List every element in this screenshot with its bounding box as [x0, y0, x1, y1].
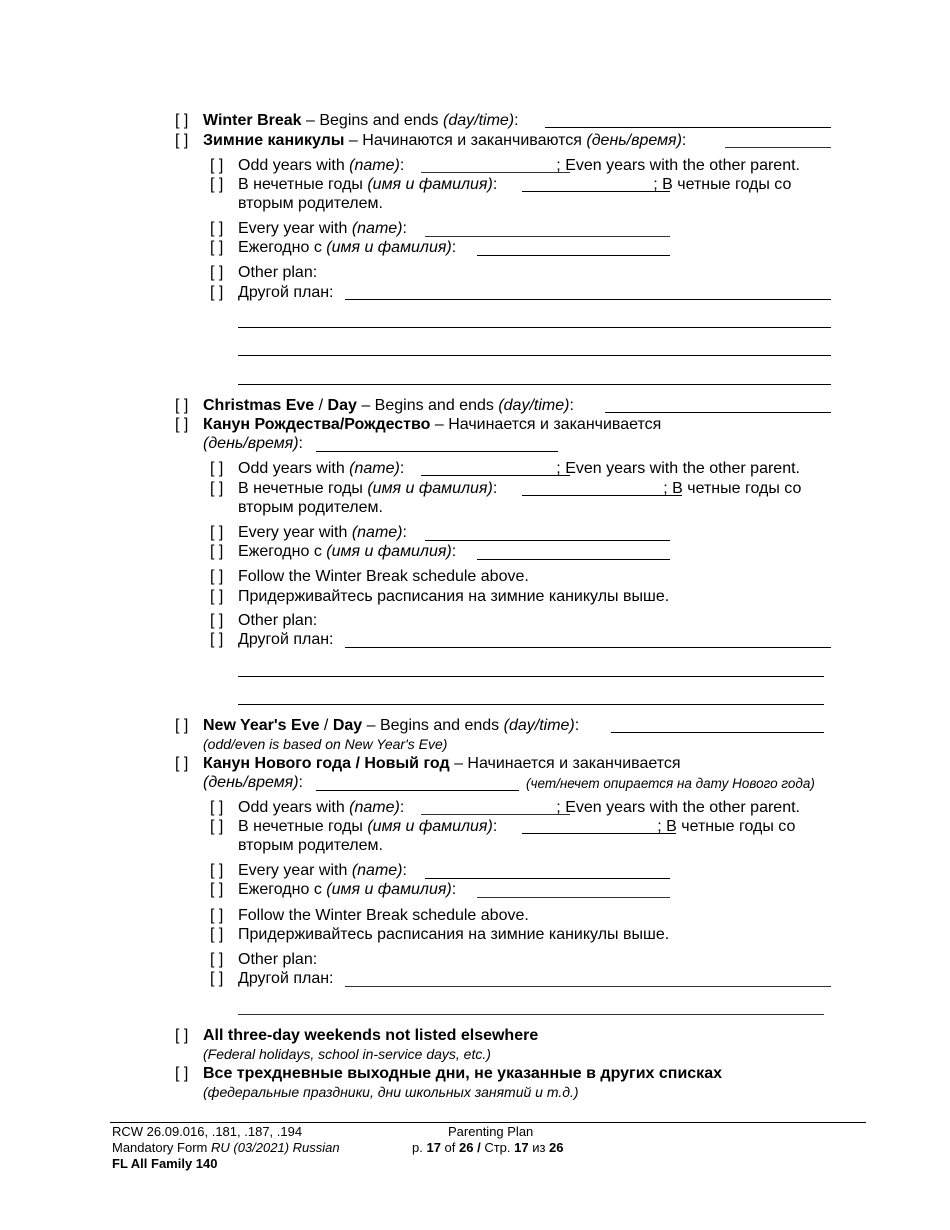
winter-ru-hint: (день/время)	[586, 132, 682, 149]
winter-ru-title: Зимние каникулы	[203, 132, 345, 149]
footer-title: Parenting Plan	[448, 1124, 534, 1139]
winter-odd-en-checkbox[interactable]: [ ]	[210, 157, 224, 174]
weekends-en-title: All three-day weekends not listed elsewhere	[203, 1027, 539, 1044]
newyear-odd-ru-checkbox[interactable]: [ ]	[210, 818, 224, 835]
christmas-odd-ru-cont: вторым родителем.	[238, 499, 383, 516]
christmas-odd-ru-name-field[interactable]	[522, 495, 682, 496]
footer-code: FL All Family 140	[112, 1156, 218, 1171]
christmas-odd-ru-text: В нечетные годы (имя и фамилия): ; В четные годы со	[238, 480, 802, 497]
christmas-every-ru-name-field[interactable]	[477, 559, 670, 560]
footer-page: p. 17 of 26 / Стр. 17 из 26	[412, 1140, 564, 1155]
christmas-ru-checkbox[interactable]: [ ]	[175, 416, 189, 433]
christmas-other-field-3[interactable]	[238, 704, 824, 705]
newyear-en-daytime-field[interactable]	[611, 732, 824, 733]
christmas-every-ru-checkbox[interactable]: [ ]	[210, 543, 224, 560]
winter-odd-ru-cont: вторым родителем.	[238, 195, 383, 212]
newyear-every-en-text: Every year with (name):	[238, 862, 407, 879]
christmas-en-daytime-field[interactable]	[605, 412, 831, 413]
newyear-every-ru-name-field[interactable]	[477, 897, 670, 898]
winter-every-en-checkbox[interactable]: [ ]	[210, 220, 224, 237]
weekends-ru-title: Все трехдневные выходные дни, не указанные в других списках	[203, 1065, 722, 1082]
weekends-en-checkbox[interactable]: [ ]	[175, 1027, 189, 1044]
winter-odd-en-name-field[interactable]	[421, 172, 570, 173]
winter-en-title: Winter Break	[203, 112, 302, 129]
weekends-ru-checkbox[interactable]: [ ]	[175, 1065, 189, 1082]
newyear-odd-en-text: Odd years with (name): ; Even years with the other parent.	[238, 799, 800, 816]
christmas-ru-heading: Канун Рождества/Рождество – Начинается и заканчивается	[203, 416, 662, 433]
christmas-follow-ru-checkbox[interactable]: [ ]	[210, 588, 224, 605]
winter-ru-daytime-field[interactable]	[725, 147, 831, 148]
winter-en-hint: (day/time)	[443, 112, 515, 129]
newyear-en-note: (odd/even is based on New Year's Eve)	[203, 736, 448, 752]
christmas-every-en-name-field[interactable]	[425, 540, 670, 541]
winter-other-field-1[interactable]	[345, 299, 831, 300]
winter-en-rest: – Begins and ends	[301, 112, 443, 129]
winter-other-ru-checkbox[interactable]: [ ]	[210, 284, 224, 301]
newyear-odd-en-checkbox[interactable]: [ ]	[210, 799, 224, 816]
christmas-other-en-text: Other plan:	[238, 612, 318, 629]
winter-ru-rest: – Начинаются и заканчиваются	[344, 132, 587, 149]
newyear-other-ru-text: Другой план:	[238, 970, 334, 987]
christmas-other-ru-checkbox[interactable]: [ ]	[210, 631, 224, 648]
winter-every-ru-checkbox[interactable]: [ ]	[210, 239, 224, 256]
newyear-every-ru-text: Ежегодно с (имя и фамилия):	[238, 881, 457, 898]
newyear-en-heading: New Year's Eve / Day – Begins and ends (day/time):	[203, 717, 580, 734]
winter-other-en-text: Other plan:	[238, 264, 318, 281]
newyear-other-ru-checkbox[interactable]: [ ]	[210, 970, 224, 987]
winter-en-colon: :	[514, 112, 519, 129]
newyear-ru-heading: Канун Нового года / Новый год – Начинается и заканчивается	[203, 755, 681, 772]
winter-every-en-text: Every year with (name):	[238, 220, 407, 237]
newyear-other-field-2[interactable]	[238, 1014, 824, 1015]
christmas-every-en-text: Every year with (name):	[238, 524, 407, 541]
newyear-odd-ru-cont: вторым родителем.	[238, 837, 383, 854]
winter-other-field-2[interactable]	[238, 327, 831, 328]
weekends-ru-note: (федеральные праздники, дни школьных занятий и т.д.)	[203, 1084, 579, 1100]
winter-odd-ru-name-field[interactable]	[522, 191, 670, 192]
winter-en-checkbox[interactable]: [ ]	[175, 112, 189, 129]
footer-rcw: RCW 26.09.016, .181, .187, .194	[112, 1124, 303, 1139]
christmas-other-ru-text: Другой план:	[238, 631, 334, 648]
newyear-follow-en-checkbox[interactable]: [ ]	[210, 907, 224, 924]
christmas-odd-en-name-field[interactable]	[421, 475, 570, 476]
winter-every-ru-text: Ежегодно с (имя и фамилия):	[238, 239, 457, 256]
winter-other-ru-text: Другой план:	[238, 284, 334, 301]
newyear-follow-ru-text: Придерживайтесь расписания на зимние каникулы выше.	[238, 926, 670, 943]
christmas-odd-en-checkbox[interactable]: [ ]	[210, 460, 224, 477]
newyear-ru-checkbox[interactable]: [ ]	[175, 755, 189, 772]
newyear-follow-ru-checkbox[interactable]: [ ]	[210, 926, 224, 943]
weekends-en-note: (Federal holidays, school in-service days, etc.)	[203, 1046, 491, 1062]
winter-en-daytime-field[interactable]	[545, 127, 831, 128]
winter-odd-ru-text: В нечетные годы (имя и фамилия): ; В четные годы со	[238, 176, 792, 193]
christmas-ru-subline: (день/время):	[203, 435, 303, 452]
winter-ru-checkbox[interactable]: [ ]	[175, 132, 189, 149]
newyear-other-field-1[interactable]	[345, 986, 831, 987]
winter-ru-heading	[203, 131, 686, 150]
winter-every-en-name-field[interactable]	[425, 236, 670, 237]
winter-en-heading	[203, 111, 519, 130]
winter-odd-en-text: Odd years with (name): ; Even years with the other parent.	[238, 157, 800, 174]
newyear-en-checkbox[interactable]: [ ]	[175, 717, 189, 734]
newyear-odd-ru-name-field[interactable]	[522, 833, 676, 834]
christmas-other-en-checkbox[interactable]: [ ]	[210, 612, 224, 629]
winter-other-field-3[interactable]	[238, 355, 831, 356]
footer-form: Mandatory Form RU (03/2021) Russian	[112, 1140, 340, 1155]
newyear-follow-en-text: Follow the Winter Break schedule above.	[238, 907, 529, 924]
newyear-ru-daytime-field[interactable]	[316, 790, 519, 791]
winter-other-field-4[interactable]	[238, 384, 831, 385]
christmas-ru-daytime-field[interactable]	[316, 451, 558, 452]
footer-rule	[110, 1122, 866, 1123]
newyear-other-en-checkbox[interactable]: [ ]	[210, 951, 224, 968]
christmas-follow-en-checkbox[interactable]: [ ]	[210, 568, 224, 585]
newyear-other-en-text: Other plan:	[238, 951, 318, 968]
newyear-ru-subline: (день/время):	[203, 774, 303, 791]
christmas-other-field-1[interactable]	[345, 647, 831, 648]
christmas-follow-en-text: Follow the Winter Break schedule above.	[238, 568, 529, 585]
christmas-odd-en-text: Odd years with (name): ; Even years with the other parent.	[238, 460, 800, 477]
winter-other-en-checkbox[interactable]: [ ]	[210, 264, 224, 281]
newyear-every-ru-checkbox[interactable]: [ ]	[210, 881, 224, 898]
christmas-odd-ru-checkbox[interactable]: [ ]	[210, 480, 224, 497]
christmas-other-field-2[interactable]	[238, 676, 824, 677]
christmas-en-heading: Christmas Eve / Day – Begins and ends (day/time):	[203, 397, 574, 414]
christmas-en-checkbox[interactable]: [ ]	[175, 397, 189, 414]
winter-ru-colon: :	[681, 132, 687, 149]
christmas-follow-ru-text: Придерживайтесь расписания на зимние каникулы выше.	[238, 588, 670, 605]
winter-odd-ru-checkbox[interactable]: [ ]	[210, 176, 224, 193]
newyear-every-en-checkbox[interactable]: [ ]	[210, 862, 224, 879]
christmas-every-ru-text: Ежегодно с (имя и фамилия):	[238, 543, 457, 560]
winter-every-ru-name-field[interactable]	[477, 255, 670, 256]
newyear-odd-en-name-field[interactable]	[421, 814, 570, 815]
newyear-ru-note: (чет/нечет опирается на дату Нового года)	[526, 776, 815, 791]
newyear-odd-ru-text: В нечетные годы (имя и фамилия): ; В четные годы со	[238, 818, 796, 835]
christmas-every-en-checkbox[interactable]: [ ]	[210, 524, 224, 541]
newyear-every-en-name-field[interactable]	[425, 878, 670, 879]
